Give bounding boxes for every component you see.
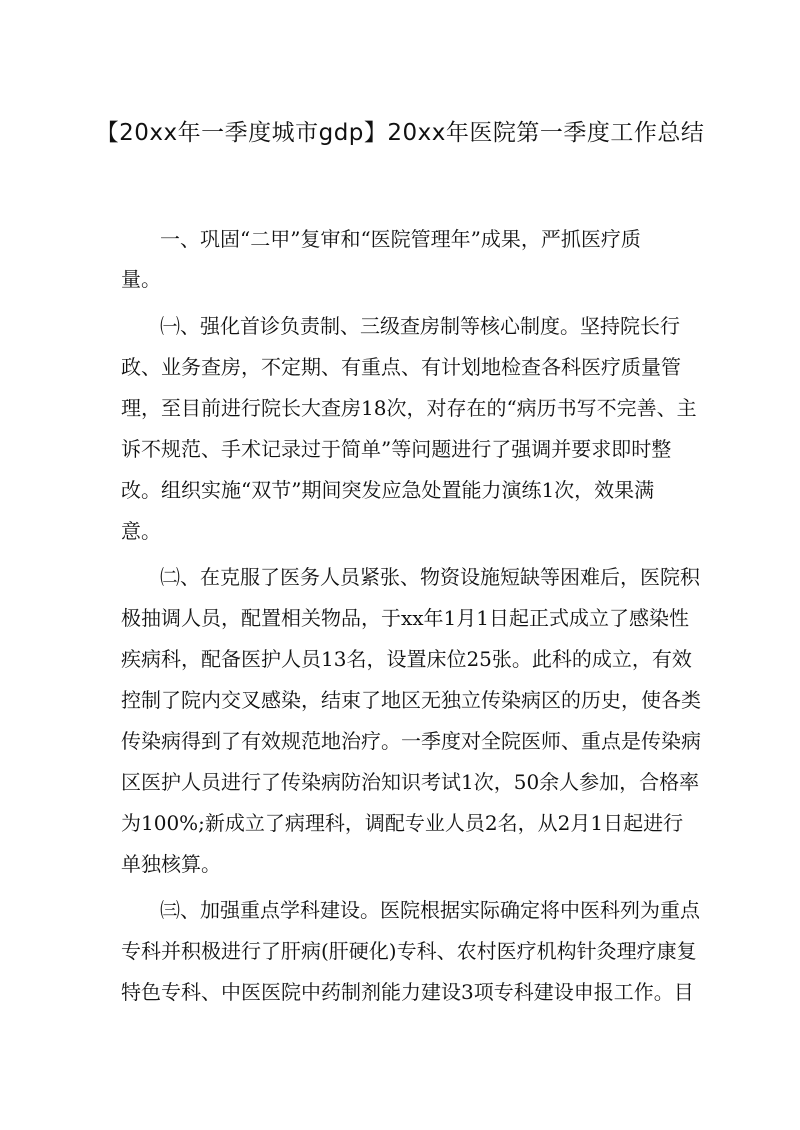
body-text-line: 区医护人员进行了传染病防治知识考试1次，50余人参加，合格率: [121, 770, 700, 794]
body-text-line: 意。: [121, 519, 161, 543]
body-text-line: 疾病科，配备医护人员13名，设置床位25张。此科的成立，有效: [121, 647, 692, 671]
body-text-line: 改。组织实施“双节”期间突发应急处置能力演练1次，效果满: [121, 478, 655, 502]
section-heading-1: 一、巩固“二甲”复审和“医院管理年”成果，严抓医疗质: [160, 227, 641, 251]
paragraph-2-start: ㈡、在克服了医务人员紧张、物资设施短缺等困难后，医院积: [160, 565, 700, 589]
paragraph-3-start: ㈢、加强重点学科建设。医院根据实际确定将中医科列为重点: [160, 898, 700, 922]
body-text-line: 理，至目前进行院长大查房18次，对存在的“病历书写不完善、主: [121, 396, 697, 420]
paragraph-1-start: ㈠、强化首诊负责制、三级查房制等核心制度。坚持院长行: [160, 314, 680, 338]
body-text-line: 诉不规范、手术记录过于简单”等问题进行了强调并要求即时整: [121, 437, 672, 461]
body-text-line: 控制了院内交叉感染，结束了地区无独立传染病区的历史，使各类: [121, 688, 701, 712]
body-text-line: 为100%;新成立了病理科，调配专业人员2名，从2月1日起进行: [121, 811, 684, 835]
body-text-line: 传染病得到了有效规范地治疗。一季度对全院医师、重点是传染病: [121, 729, 701, 753]
body-text-line: 量。: [121, 267, 161, 291]
document-title: 【20xx年一季度城市gdp】20xx年医院第一季度工作总结: [95, 120, 705, 146]
body-text-line: 单独核算。: [121, 852, 221, 876]
body-text-line: 政、业务查房，不定期、有重点、有计划地检查各科医疗质量管: [121, 355, 681, 379]
body-text-line: 专科并积极进行了肝病(肝硬化)专科、农村医疗机构针灸理疗康复: [121, 939, 697, 963]
body-text-line: 特色专科、中医医院中药制剂能力建设3项专科建设申报工作。目: [121, 980, 694, 1004]
body-text-line: 极抽调人员，配置相关物品，于xx年1月1日起正式成立了感染性: [121, 606, 690, 630]
